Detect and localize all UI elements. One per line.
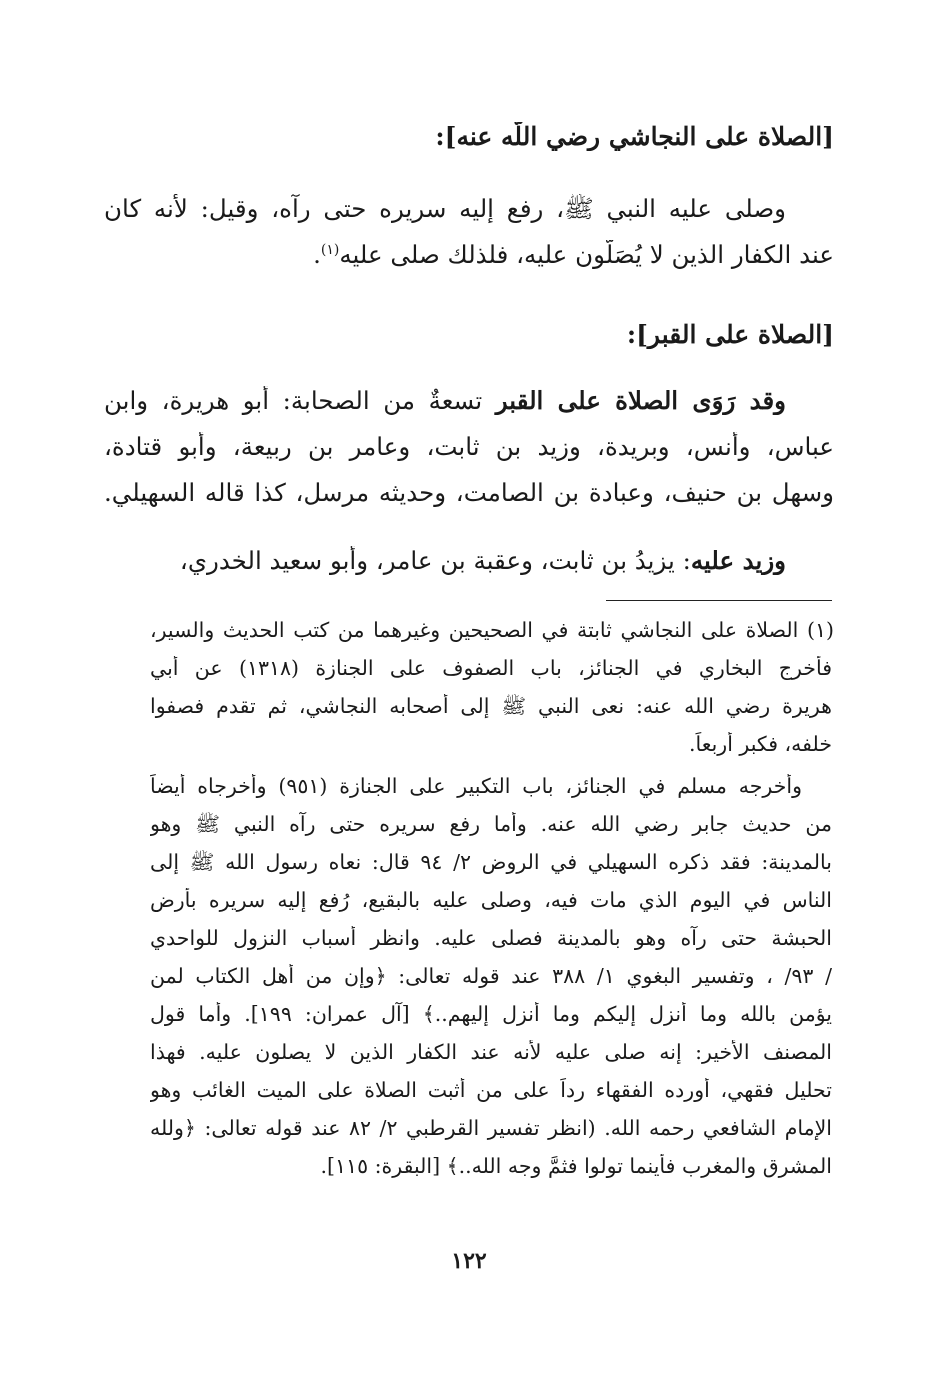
footnote-line: تحليل فقهي، أورده الفقهاء رداً على من أثبت الصلاة على الميت الغائب وهو [150,1078,832,1102]
footnote-line: هريرة رضي الله عنه: نعى النبي ﷺ إلى أصحابه النجاشي، ثم تقدم فصفوا [150,694,832,718]
footnote-ref[interactable]: (١) [320,242,340,258]
footnote-line: الإمام الشافعي رحمه الله. (انظر تفسير القرطبي ٢/ ٨٢ عند قوله تعالى: ﴿ولله [150,1116,832,1140]
section-heading-najashi: [الصلاة على النجاشي رضي اللّه عنه]: [435,122,834,151]
body-text: : يزيدُ بن ثابت، وعقبة بن عامر، وأبو سعيد الخدري، [179,546,691,575]
lead-phrase: وزيد عليه [690,546,786,575]
body-line [104,240,834,269]
footnote-line: الناس في اليوم الذي مات فيه، وصلى عليه بالبقيع، رُفع إليه سريره بأرض [150,888,832,912]
footnote-line: الحبشة حتى رآه وهو بالمدينة فصلى عليه. وانظر أسباب النزول للواحدي [150,926,832,950]
footnote-line: المشرق والمغرب فأينما تولوا فثمَّ وجه الله..﴾ [البقرة: ١١٥]. [320,1154,832,1178]
lead-phrase: وقد رَوَى الصلاة على القبر [495,386,786,415]
footnote-line: المصنف الأخير: إنه صلى عليه لأنه عند الكفار الذين لا يصلون عليه. فهذا [150,1040,832,1064]
footnote-line: (١) الصلاة على النجاشي ثابتة في الصحيحين وغيرهما من كتب الحديث والسير، [150,618,834,642]
body-line: وسهل بن حنيف، وعبادة بن الصامت، وحديثه مرسل، كذا قاله السهيلي. [104,478,834,507]
footnote-line: / ٩٣/ ، وتفسير البغوي ١/ ٣٨٨ عند قوله تعالى: ﴿وإن من أهل الكتاب لمن [150,964,832,988]
body-line: وصلى عليه النبي ﷺ، رفع إليه سريره حتى رآه، وقيل: لأنه كان [104,194,786,223]
footnote-line: وأخرجه مسلم في الجنائز، باب التكبير على الجنازة (٩٥١) وأخرجاه أيضاً [150,774,802,798]
body-text-end: . [313,240,321,269]
footnote-line: يؤمن بالله وما أنزل إليكم وما أنزل إليهم..﴾ [آل عمران: ١٩٩]. وأما قول [150,1002,832,1026]
body-line [104,546,834,575]
body-text: عند الكفار الذين لا يُصَلّون عليه، فلذلك صلى عليه [339,240,834,269]
footnote-line: بالمدينة: فقد ذكره السهيلي في الروض ٢/ ٩٤ قال: نعاه رسول الله ﷺ إلى [150,850,832,874]
footnote-separator [606,600,832,601]
footnote-line: فأخرج البخاري في الجنائز، باب الصفوف على الجنازة (١٣١٨) عن أبي [150,656,832,680]
body-line [104,386,834,415]
section-heading-grave: [الصلاة على القبر]: [626,320,834,349]
footnote-line: خلفه، فكبر أربعاً. [688,732,832,756]
body-line: عباس، وأنس، وبريدة، وزيد بن ثابت، وعامر بن ربيعة، وأبو قتادة، [104,432,834,461]
footnote-line: من حديث جابر رضي الله عنه. وأما رفع سريره حتى رآه النبي ﷺ وهو [150,812,832,836]
body-text: تسعةٌ من الصحابة: أبو هريرة، وابن [104,386,496,415]
page-number: ١٢٢ [451,1248,487,1274]
